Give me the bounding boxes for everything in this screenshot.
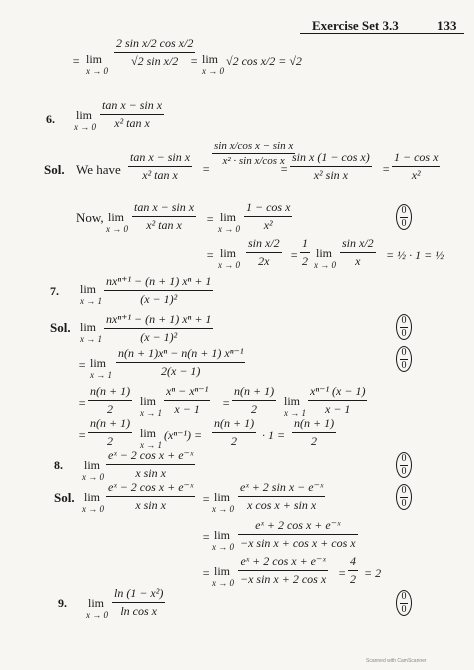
fraction-numerator: sin x/2	[246, 236, 282, 253]
fraction-denominator: 2	[302, 254, 308, 268]
fraction-numerator: n(n + 1)	[88, 416, 132, 433]
lim-operator: lim	[140, 426, 157, 440]
header-rule	[300, 33, 464, 34]
lim-operator: lim	[284, 394, 301, 408]
scanner-watermark: Scanned with CamScanner	[366, 658, 427, 664]
lim-subscript: x → 1	[80, 334, 102, 344]
equals-sign: =	[190, 54, 199, 68]
fraction-numerator: tan x − sin x	[128, 150, 192, 167]
zero-over-zero-indicator: 0 0	[396, 346, 412, 372]
expression: = 2	[364, 566, 382, 580]
fraction	[88, 416, 132, 449]
zero-over-zero-indicator: 0 0	[396, 590, 412, 616]
lim-subscript: x → 0	[82, 504, 104, 514]
lim-operator: lim	[80, 282, 97, 296]
fraction-numerator: 1 − cos x	[244, 200, 292, 217]
fraction-denominator: x²	[263, 218, 273, 232]
fraction	[212, 416, 256, 449]
equals-sign: =	[202, 162, 211, 176]
fraction-denominator: x² tan x	[146, 218, 182, 232]
solution-label: Sol.	[44, 162, 65, 177]
fraction-numerator: eˣ + 2 sin x − e⁻ˣ	[238, 480, 325, 497]
problem-number: 8.	[54, 458, 63, 472]
equals-sign: =	[382, 162, 391, 176]
fraction-numerator: eˣ − 2 cos x + e⁻ˣ	[106, 448, 195, 465]
expression: · 1 =	[262, 428, 286, 442]
lim-subscript: x → 1	[140, 408, 162, 418]
fraction-denominator: 2	[251, 402, 258, 416]
page-number: 133	[437, 18, 457, 33]
fraction	[238, 518, 358, 551]
fraction-denominator: x − 1	[325, 402, 351, 416]
equals-sign: =	[202, 492, 211, 506]
equals-sign: =	[202, 530, 211, 544]
fraction-denominator: x² tan x	[142, 168, 178, 182]
fraction-numerator: eˣ + 2 cos x + e⁻ˣ	[238, 554, 328, 571]
lim-operator: lim	[84, 458, 101, 472]
lim-operator: lim	[84, 490, 101, 504]
fraction-denominator: 2	[231, 434, 238, 448]
fraction-numerator: xⁿ⁻¹ (x − 1)	[308, 384, 367, 401]
fraction-denominator: 2	[107, 434, 114, 448]
zero-over-zero-indicator: 0 0	[396, 452, 412, 478]
fraction-denominator: x sin x	[135, 466, 166, 480]
fraction	[106, 480, 195, 513]
fraction	[100, 98, 164, 131]
fraction-denominator: x²	[411, 168, 421, 182]
lim-subscript: x → 1	[284, 408, 306, 418]
exercise-title: Exercise Set 3.3	[312, 18, 399, 33]
fraction	[238, 480, 325, 513]
lim-subscript: x → 1	[90, 370, 112, 380]
lim-subscript: x → 0	[212, 504, 234, 514]
fraction	[132, 200, 196, 233]
fraction-denominator: 2(x − 1)	[161, 364, 201, 378]
lim-operator: lim	[214, 564, 231, 578]
fraction-numerator: 4	[348, 554, 358, 571]
solution-label: Sol.	[50, 320, 71, 335]
equals-sign: =	[222, 396, 231, 410]
lim-subscript: x → 0	[212, 578, 234, 588]
fraction	[292, 416, 336, 449]
fraction	[114, 36, 195, 69]
equals-sign: =	[290, 248, 299, 262]
lim-subscript: x → 0	[74, 122, 96, 132]
equals-sign: =	[72, 54, 81, 68]
lim-operator: lim	[80, 320, 97, 334]
fraction-denominator: 2	[311, 434, 318, 448]
lim-operator: lim	[86, 52, 103, 66]
fraction	[88, 384, 132, 417]
fraction-numerator: sin x/2	[340, 236, 376, 253]
fraction-numerator: eˣ − 2 cos x + e⁻ˣ	[106, 480, 195, 497]
fraction	[392, 150, 440, 183]
fraction	[104, 312, 213, 345]
fraction	[104, 274, 213, 307]
lim-operator: lim	[108, 210, 125, 224]
fraction	[232, 384, 276, 417]
equals-sign: =	[206, 212, 215, 226]
lim-operator: lim	[214, 490, 231, 504]
lim-subscript: x → 1	[140, 440, 162, 450]
lim-subscript: x → 0	[106, 224, 128, 234]
fraction	[238, 554, 328, 587]
fraction-numerator: 2 sin x/2 cos x/2	[114, 36, 195, 53]
fraction-numerator: sin x (1 − cos x)	[290, 150, 372, 167]
fraction-denominator: x² tan x	[114, 116, 150, 130]
fraction-denominator: (x − 1)²	[140, 292, 178, 306]
fraction-numerator: tan x − sin x	[100, 98, 164, 115]
zero-over-zero-indicator: 0 0	[396, 204, 412, 230]
fraction-denominator: x cos x + sin x	[247, 498, 317, 512]
fraction	[290, 150, 372, 183]
lim-subscript: x → 0	[82, 472, 104, 482]
text: Now,	[76, 210, 104, 225]
equals-sign: =	[78, 358, 87, 372]
lim-subscript: x → 0	[86, 610, 108, 620]
fraction-numerator: n(n + 1)	[88, 384, 132, 401]
fraction-denominator: √2 sin x/2	[131, 54, 179, 68]
equals-sign: =	[206, 248, 215, 262]
fraction	[340, 236, 376, 269]
fraction-denominator: x² sin x	[313, 168, 348, 182]
lim-operator: lim	[316, 246, 333, 260]
fraction-denominator: x − 1	[174, 402, 200, 416]
fraction	[300, 236, 310, 269]
fraction-denominator: −x sin x + 2 cos x	[240, 572, 327, 586]
lim-operator: lim	[88, 596, 105, 610]
lim-subscript: x → 0	[314, 260, 336, 270]
fraction-numerator: nxⁿ⁺¹ − (n + 1) xⁿ + 1	[104, 312, 213, 329]
lim-operator: lim	[214, 528, 231, 542]
lim-subscript: x → 0	[212, 542, 234, 552]
fraction-numerator: 1 − cos x	[392, 150, 440, 167]
fraction-numerator: xⁿ − xⁿ⁻¹	[164, 384, 210, 401]
fraction	[112, 586, 165, 619]
lim-operator: lim	[140, 394, 157, 408]
equals-sign: =	[280, 162, 289, 176]
lim-operator: lim	[202, 52, 219, 66]
lim-operator: lim	[220, 210, 237, 224]
expression: (xⁿ⁻¹) =	[164, 428, 203, 442]
problem-number: 6.	[46, 112, 55, 126]
fraction-numerator: n(n + 1)	[232, 384, 276, 401]
fraction	[246, 236, 282, 269]
zero-over-zero-indicator: 0 0	[396, 314, 412, 340]
lim-subscript: x → 0	[218, 224, 240, 234]
problem-number: 7.	[50, 284, 59, 298]
lim-operator: lim	[90, 356, 107, 370]
fraction-denominator: x sin x	[135, 498, 166, 512]
fraction-denominator: −x sin x + cos x + cos x	[240, 536, 356, 550]
fraction	[106, 448, 195, 481]
problem-number: 9.	[58, 596, 67, 610]
fraction-denominator: 2	[350, 572, 356, 586]
fraction-numerator: n(n + 1)	[212, 416, 256, 433]
fraction-denominator: x² · sin x/cos x	[222, 155, 285, 167]
fraction	[308, 384, 367, 417]
fraction-numerator: sin x/cos x − sin x	[214, 140, 294, 152]
equals-sign: =	[338, 566, 347, 580]
fraction	[244, 200, 292, 233]
equals-sign: =	[78, 428, 87, 442]
lim-subscript: x → 0	[202, 66, 224, 76]
fraction	[128, 150, 192, 183]
zero-over-zero-indicator: 0 0	[396, 484, 412, 510]
fraction-numerator: 1	[300, 236, 310, 253]
fraction	[164, 384, 210, 417]
text: We have	[76, 162, 121, 177]
expression: √2 cos x/2 = √2	[226, 54, 302, 68]
solution-label: Sol.	[54, 490, 75, 505]
fraction-denominator: 2x	[258, 254, 270, 268]
fraction-denominator: (x − 1)²	[140, 330, 178, 344]
fraction-numerator: nxⁿ⁺¹ − (n + 1) xⁿ + 1	[104, 274, 213, 291]
fraction	[348, 554, 358, 587]
fraction	[116, 346, 245, 379]
fraction-numerator: n(n + 1)	[292, 416, 336, 433]
fraction-denominator: ln cos x	[120, 604, 157, 618]
fraction-numerator: ln (1 − x²)	[112, 586, 165, 603]
fraction-numerator: n(n + 1)xⁿ − n(n + 1) xⁿ⁻¹	[116, 346, 245, 363]
lim-operator: lim	[220, 246, 237, 260]
equals-sign: =	[78, 396, 87, 410]
fraction-numerator: tan x − sin x	[132, 200, 196, 217]
fraction-numerator: eˣ + 2 cos x + e⁻ˣ	[238, 518, 358, 535]
lim-subscript: x → 1	[80, 296, 102, 306]
lim-subscript: x → 0	[218, 260, 240, 270]
fraction-denominator: 2	[107, 402, 114, 416]
expression: = ½ · 1 = ½	[386, 248, 445, 262]
lim-subscript: x → 0	[86, 66, 108, 76]
equals-sign: =	[202, 566, 211, 580]
lim-operator: lim	[76, 108, 93, 122]
fraction-denominator: x	[355, 254, 361, 268]
